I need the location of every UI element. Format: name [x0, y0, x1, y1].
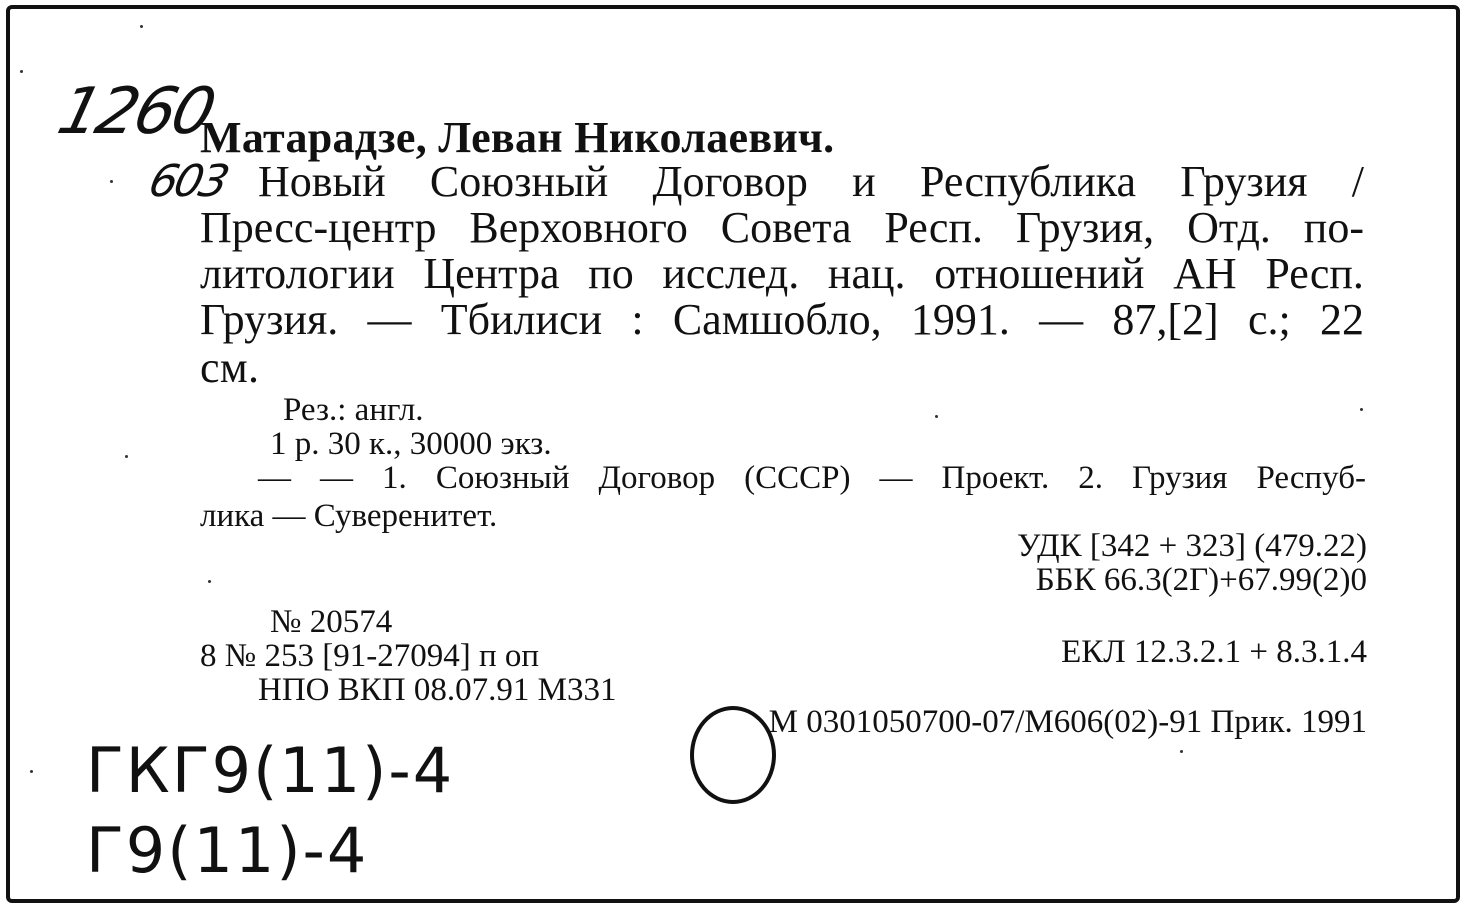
title-word: Верховного	[469, 203, 688, 252]
speck	[208, 580, 211, 583]
speck	[125, 455, 128, 458]
speck	[1180, 750, 1183, 753]
title-word: Совета	[720, 203, 852, 252]
subjects-line-2: лика — Суверенитет.	[200, 498, 498, 534]
title-line-2	[200, 203, 1364, 252]
title-word: отношений	[934, 249, 1145, 298]
title-word: Новый	[258, 157, 386, 206]
title-word: Республика	[919, 157, 1136, 206]
title-word: Грузия,	[1015, 203, 1155, 252]
title-word: 1991.	[910, 295, 1010, 344]
handwritten-number-second: 603	[143, 156, 232, 207]
author-name: Матарадзе, Леван Николаевич.	[200, 113, 835, 162]
title-word: /	[1351, 157, 1364, 206]
speck	[30, 770, 33, 773]
registry-npo: НПО ВКП 08.07.91 М331	[258, 672, 617, 708]
title-word: исслед.	[662, 249, 800, 298]
title-line-1	[200, 157, 1364, 206]
bbk-code: ББК 66.3(2Г)+67.99(2)0	[1035, 562, 1367, 598]
title-word: —	[367, 295, 412, 344]
title-line-4	[200, 295, 1364, 344]
title-word: Пресс-центр	[200, 203, 437, 252]
handwritten-number-top: 1260	[50, 75, 221, 149]
stamp-circle	[690, 706, 776, 804]
title-word: АН	[1173, 249, 1237, 298]
title-word: Самшобло,	[672, 295, 882, 344]
registry-order: 8 № 253 [91-27094] п оп	[200, 638, 540, 674]
speck	[110, 180, 113, 183]
registry-number: № 20574	[270, 604, 393, 640]
title-word: Респ.	[1265, 249, 1364, 298]
title-word: литологии	[200, 249, 395, 298]
speck	[1360, 408, 1363, 411]
title-word: Центра	[423, 249, 560, 298]
speck	[935, 415, 938, 418]
title-line-3	[200, 249, 1364, 298]
speck	[140, 25, 143, 28]
handwritten-code-line-2: Г9(11)-4	[86, 814, 369, 887]
handwritten-code-line-1: ГКГ9(11)-4	[86, 734, 455, 807]
price-note: 1 р. 30 к., 30000 экз.	[270, 426, 552, 462]
title-word: Грузия.	[200, 295, 339, 344]
title-word: с.;	[1247, 295, 1291, 344]
registry-code: М 0301050700-07/М606(02)-91 Прик. 1991	[768, 704, 1367, 740]
summary-note: Рез.: англ.	[283, 392, 424, 428]
title-word: 22	[1319, 295, 1364, 344]
title-word: Договор	[652, 157, 808, 206]
title-word: :	[631, 295, 644, 344]
title-word: по-	[1303, 203, 1364, 252]
udk-code: УДК [342 + 323] (479.22)	[1017, 528, 1367, 564]
title-word: по	[588, 249, 634, 298]
speck	[20, 70, 23, 73]
title-word: Грузия	[1180, 157, 1308, 206]
ekl-code: ЕКЛ 12.3.2.1 + 8.3.1.4	[1061, 634, 1367, 670]
title-word: Отд.	[1187, 203, 1271, 252]
title-word: Тбилиси	[440, 295, 603, 344]
title-word: —	[1039, 295, 1084, 344]
title-word: и	[852, 157, 876, 206]
title-word: Союзный	[429, 157, 609, 206]
title-word: нац.	[827, 249, 906, 298]
subjects-line-1: — — 1. Союзный Договор (СССР) — Проект. 2. Грузия Респуб-	[258, 460, 1366, 496]
title-word: 87,[2]	[1112, 295, 1219, 344]
title-word: Респ.	[884, 203, 983, 252]
title-line-5: см.	[200, 343, 260, 392]
